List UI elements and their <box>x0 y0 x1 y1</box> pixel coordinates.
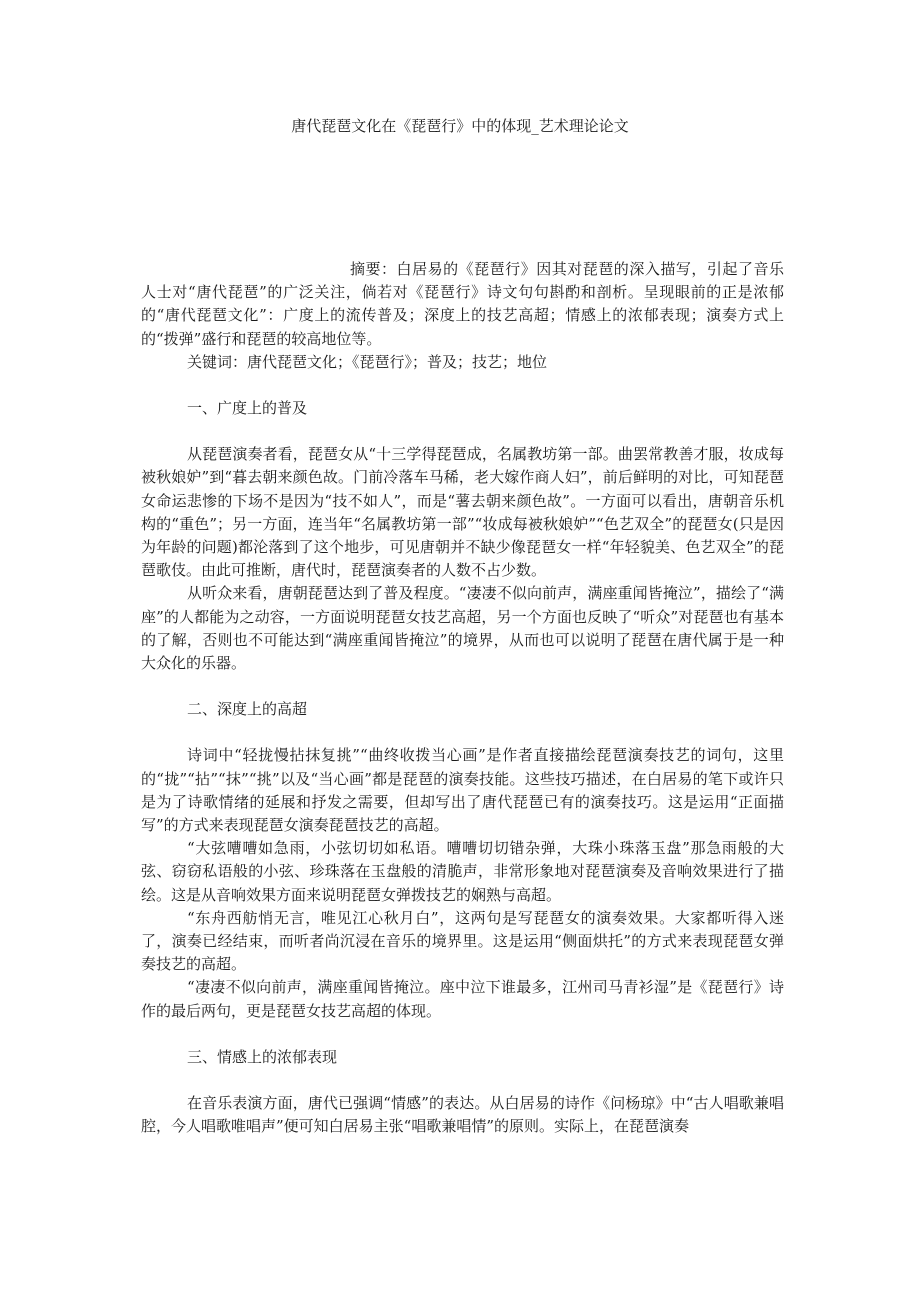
section2-paragraph-1: 诗词中“轻拢慢拈抹复挑”“曲终收拨当心画”是作者直接描绘琵琶演奏技艺的词句，这里的“拢”“拈”“抹”“挑”以及“当心画”都是琵琶的演奏技能。这些技巧描述，在白居易的笔下或许只是为了诗歌情绪的延展和抒发之需要，但却写出了唐代琵琶已有的演奏技巧。这是运用“正面描写”的方式来表现琵琶女演奏琵琶技艺的高超。 <box>141 746 784 835</box>
section1-paragraph-1: 从琵琶演奏者看，琵琶女从“十三学得琵琶成，名属教坊第一部。曲罢常教善才服，妆成每被秋娘妒”到“暮去朝来颜色故。门前冷落车马稀，老大嫁作商人妇”，前后鲜明的对比，可知琵琶女命运悲惨的下场不是因为“技不如人”，而是“薯去朝来颜色故”。一方面可以看出，唐朝音乐机构的“重色”；另一方面，连当年“名属教坊第一部”“妆成每被秋娘妒”“色艺双全”的琵琶女(只是因为年龄的问题)都沦落到了这个地步，可见唐朝并不缺少像琵琶女一样“年轻貌美、色艺双全”的琵琶歌伎。由此可推断，唐代时，琵琶演奏者的人数不占少数。 <box>141 445 784 580</box>
section-heading-1: 一、广度上的普及 <box>187 399 308 418</box>
section2-paragraph-4: “凄凄不似向前声，满座重闻皆掩泣。座中泣下谁最多，江州司马青衫湿”是《琵琶行》诗作的最后两句，更是琵琶女技艺高超的体现。 <box>141 978 784 1020</box>
abstract-paragraph: 摘要：白居易的《琵琶行》因其对琵琶的深入描写，引起了音乐人士对“唐代琵琶”的广泛关注，倘若对《琵琶行》诗文句句斟酌和剖析。呈现眼前的正是浓郁的“唐代琵琶文化”：广度上的流传普及；深度上的技艺高超；情感上的浓郁表现；演奏方式上的“拨弹”盛行和琵琶的较高地位等。 <box>141 260 784 348</box>
section2-paragraph-3: “东舟西舫悄无言，唯见江心秋月白”，这两句是写琵琶女的演奏效果。大家都听得入迷了，演奏已经结束，而听者尚沉浸在音乐的境界里。这是运用“侧面烘托”的方式来表现琵琶女弹奏技艺的高超。 <box>141 908 784 974</box>
section2-paragraph-2: “大弦嘈嘈如急雨，小弦切切如私语。嘈嘈切切错杂弹，大珠小珠落玉盘”那急雨般的大弦、窃窃私语般的小弦、珍珠落在玉盘般的清脆声，非常形象地对琵琶演奏及音响效果进行了描绘。这是从音响效果方面来说明琵琶女弹拨技艺的娴熟与高超。 <box>141 839 784 904</box>
section-heading-3: 三、情感上的浓郁表现 <box>187 1047 338 1066</box>
section1-paragraph-2: 从听众来看，唐朝琵琶达到了普及程度。“凄凄不似向前声，满座重闻皆掩泣”，描绘了“满座”的人都能为之动容，一方面说明琵琶女技艺高超，另一个方面也反映了“听众”对琵琶也有基本的了解，否则也不可能达到“满座重闻皆掩泣”的境界，从而也可以说明了琵琶在唐代属于是一种大众化的乐器。 <box>141 584 784 673</box>
section-heading-2: 二、深度上的高超 <box>187 700 308 719</box>
document-body <box>141 258 784 1139</box>
keywords-line: 关键词：唐代琵琶文化；《琵琶行》；普及；技艺；地位 <box>187 352 548 371</box>
section3-paragraph-1: 在音乐表演方面，唐代已强调“情感”的表达。从白居易的诗作《问杨琼》中“古人唱歌兼唱腔，今人唱歌唯唱声”便可知白居易主张“唱歌兼唱情”的原则。实际上，在琵琶演奏 <box>141 1094 784 1136</box>
document-title: 唐代琵琶文化在《琵琶行》中的体现_艺术理论论文 <box>291 117 629 135</box>
